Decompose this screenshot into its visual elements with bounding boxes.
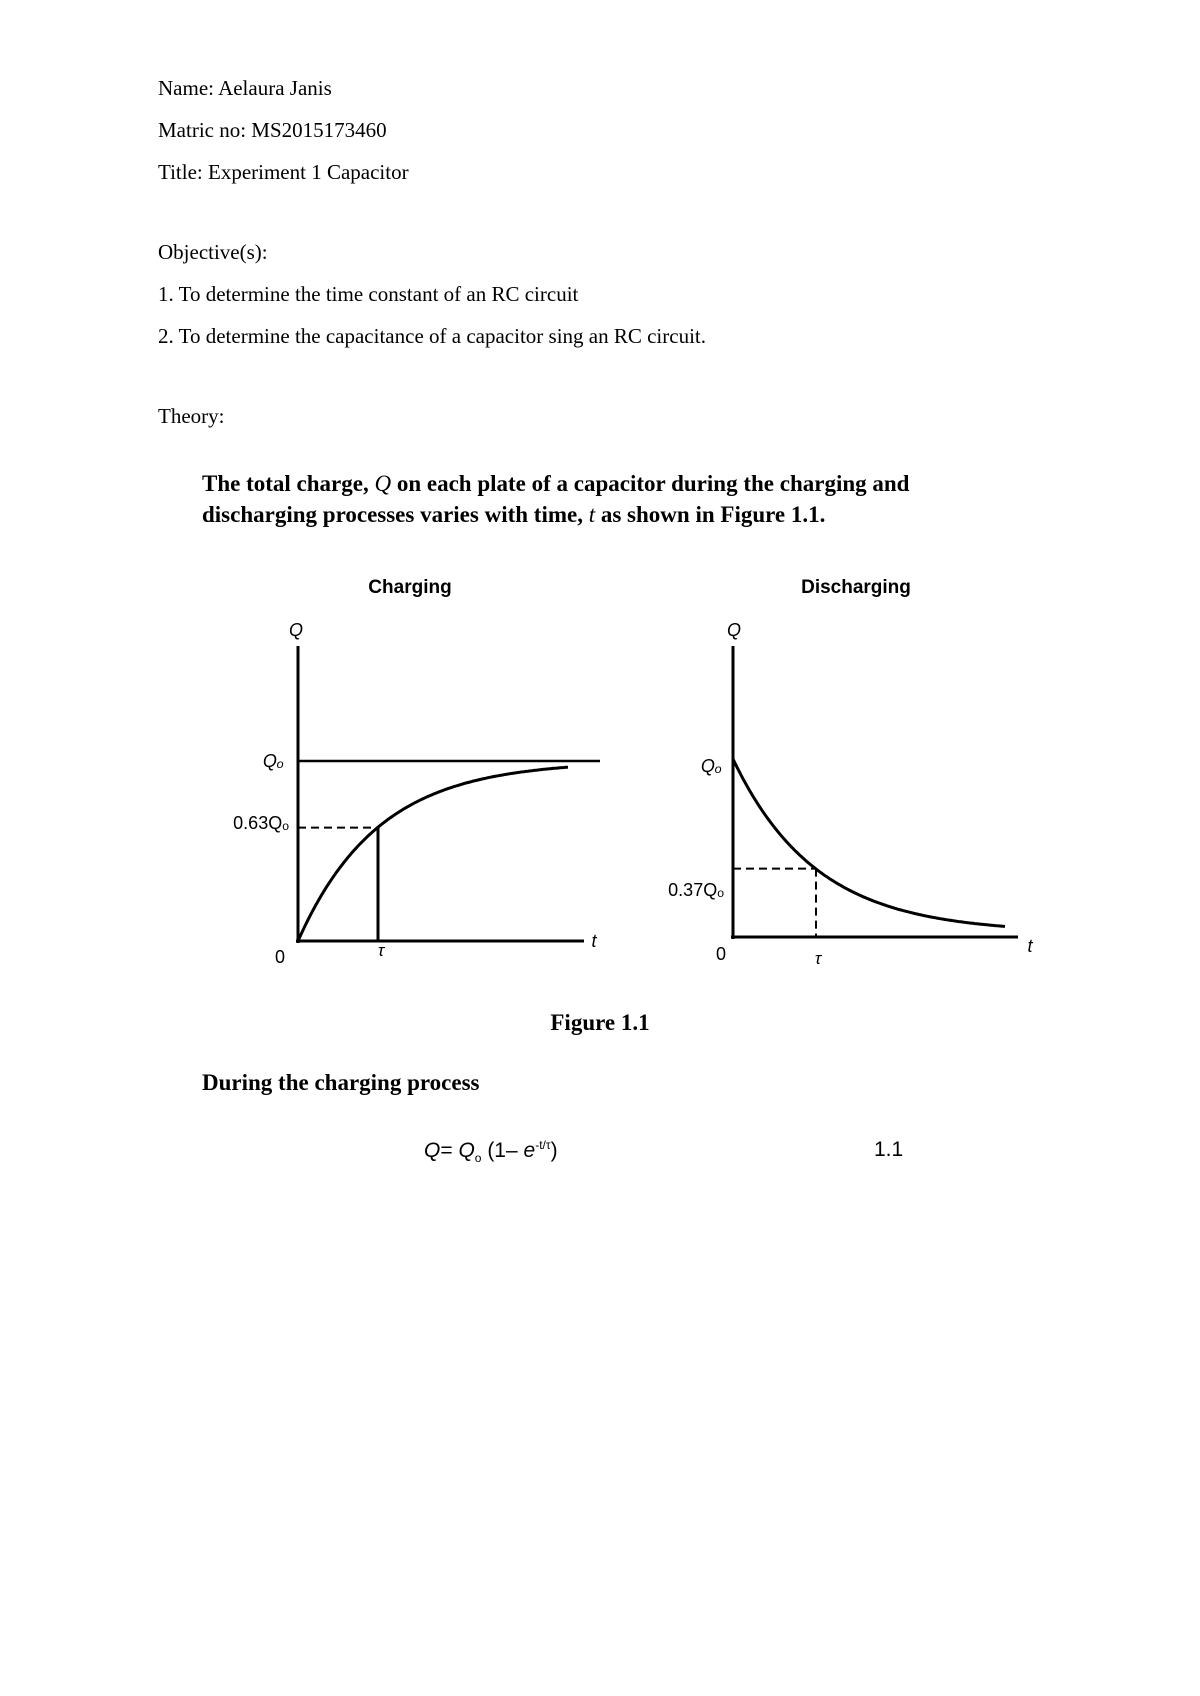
charging-x-label: t bbox=[591, 931, 597, 951]
matric-line: Matric no: MS2015173460 bbox=[158, 118, 387, 142]
charging-063-label: 0.63Qₒ bbox=[233, 813, 289, 833]
discharging-y-label: Q bbox=[726, 620, 742, 640]
theory-text-2: on each plate of a capacitor during the charging and discharging processes varies with time, bbox=[202, 471, 910, 527]
title-line: Title: Experiment 1 Capacitor bbox=[158, 160, 409, 184]
theory-text-3: as shown in bbox=[595, 502, 721, 527]
eq-e: e bbox=[523, 1139, 536, 1162]
symbol-q: Q bbox=[374, 471, 392, 496]
name-line: Name: Aelaura Janis bbox=[158, 76, 332, 100]
eq-open: (1– bbox=[481, 1139, 524, 1162]
theory-paragraph bbox=[202, 468, 962, 530]
objective-1: 1. To determine the time constant of an RC circuit bbox=[158, 282, 579, 306]
figure-caption: Figure 1.1 bbox=[550, 1010, 650, 1035]
discharging-curve bbox=[733, 759, 1005, 926]
charging-origin-label: 0 bbox=[274, 947, 286, 967]
charging-equation bbox=[424, 1138, 558, 1165]
charging-tau-label: τ bbox=[377, 941, 385, 960]
charging-chart bbox=[233, 577, 600, 967]
discharging-title: Discharging bbox=[801, 577, 911, 598]
objective-2: 2. To determine the capacitance of a capacitor sing an RC circuit. bbox=[158, 324, 706, 348]
figure-reference: Figure 1.1 bbox=[720, 502, 820, 527]
discharging-tau-label: τ bbox=[814, 949, 822, 968]
theory-heading: Theory: bbox=[158, 404, 225, 428]
discharging-chart bbox=[668, 577, 1033, 968]
objectives-heading: Objective(s): bbox=[158, 240, 268, 264]
charging-curve bbox=[298, 767, 568, 941]
eq-exponent: -t/τ bbox=[535, 1138, 551, 1152]
theory-text-4: . bbox=[819, 502, 826, 527]
discharging-q0-label: Qₒ bbox=[700, 756, 722, 776]
charging-q0-label: Qₒ bbox=[262, 751, 284, 771]
eq-equals: = bbox=[440, 1139, 459, 1162]
eq-subscript: o bbox=[474, 1151, 482, 1166]
eq-close: ) bbox=[550, 1139, 558, 1162]
equation-number: 1.1 bbox=[874, 1138, 904, 1161]
charging-y-label: Q bbox=[288, 620, 304, 640]
theory-text-1: The total charge, bbox=[202, 471, 375, 496]
figure-svg bbox=[0, 560, 1200, 980]
discharging-origin-label: 0 bbox=[715, 944, 727, 964]
figure-1-1 bbox=[0, 560, 1200, 980]
charging-title: Charging bbox=[368, 577, 452, 598]
eq-lhs: Q bbox=[424, 1139, 441, 1162]
charging-process-heading: During the charging process bbox=[202, 1070, 480, 1095]
symbol-t: t bbox=[588, 502, 596, 527]
discharging-x-label: t bbox=[1027, 936, 1033, 956]
discharging-037-label: 0.37Qₒ bbox=[668, 880, 724, 900]
eq-q0: Q bbox=[458, 1139, 475, 1162]
